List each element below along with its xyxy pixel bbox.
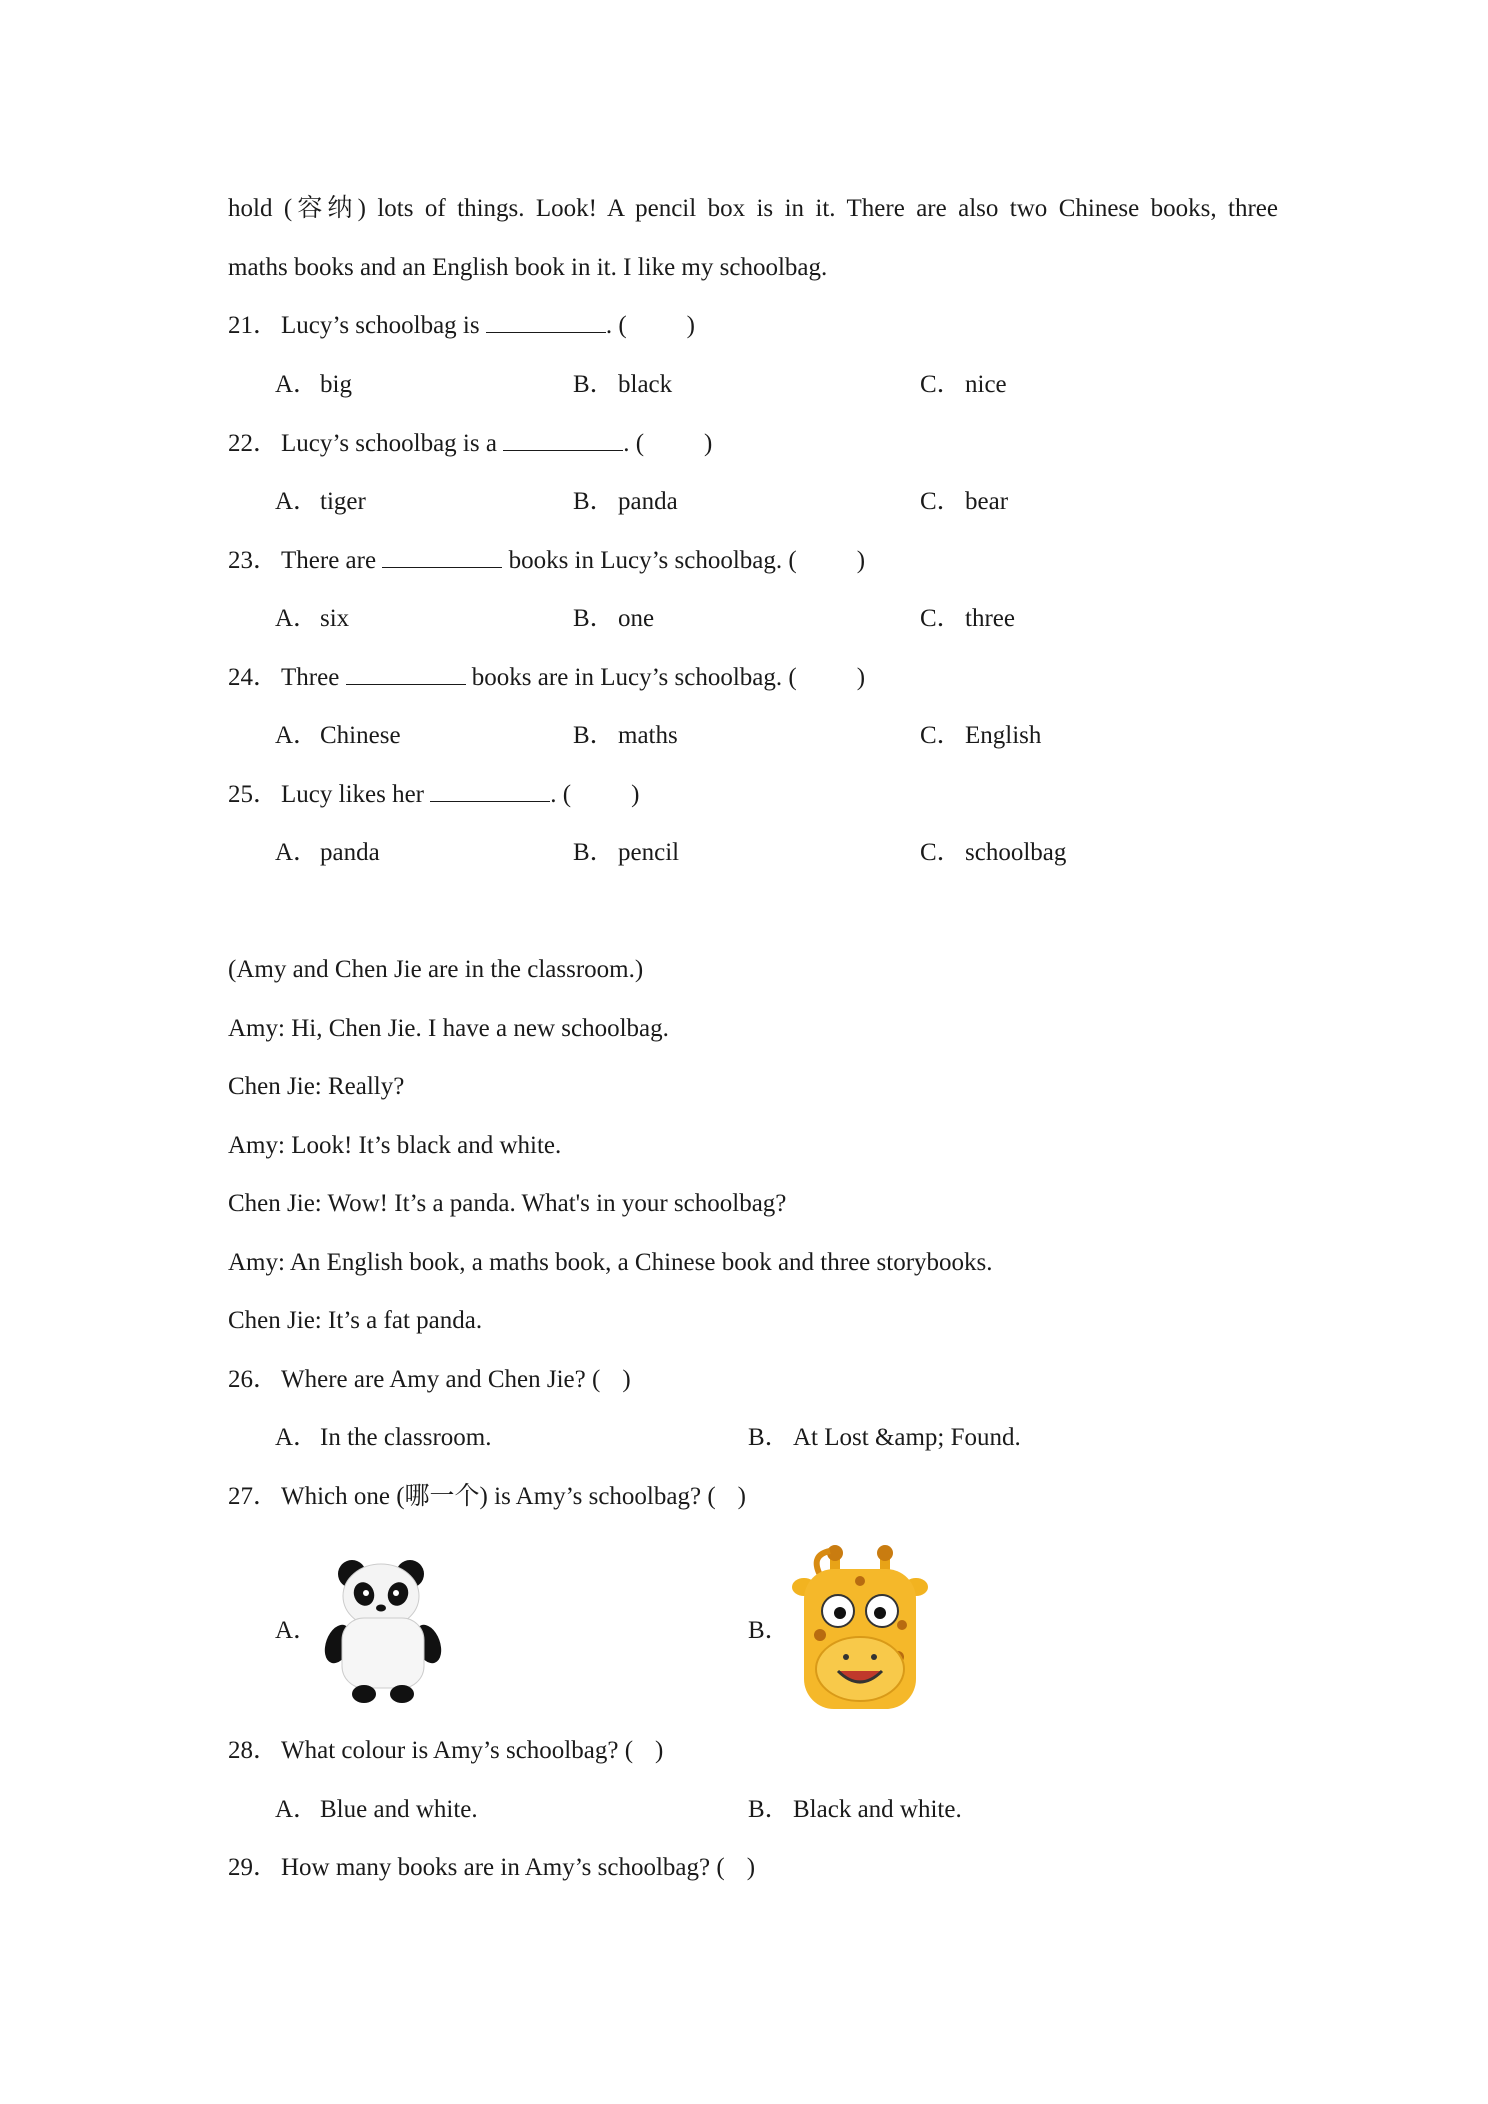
answer-blank[interactable] [503, 428, 623, 451]
option-25-a[interactable]: A．panda [275, 839, 380, 866]
option-23-b[interactable]: B． one [573, 605, 655, 632]
dialogue-line-4: Amy: Look! It’s black and white. [228, 1132, 562, 1159]
dialogue-line-1: (Amy and Chen Jie are in the classroom.) [228, 956, 644, 983]
answer-blank[interactable] [382, 545, 502, 568]
option-24-b[interactable]: B． maths [573, 722, 678, 749]
option-24-c[interactable]: C． English [920, 722, 1042, 749]
question-29: 29． How many books are in Amy’s schoolbag? ( ) [228, 1854, 756, 1881]
option-26-b[interactable]: B． At Lost &amp; Found. [748, 1424, 1021, 1451]
option-21-b[interactable]: B． black [573, 371, 673, 398]
passage-line-1: hold (容纳) lots of things. Look! A pencil box is in it. There are also two Chinese books, three [228, 195, 1278, 222]
dialogue-line-5: Chen Jie: Wow! It’s a panda. What's in your schoolbag? [228, 1190, 787, 1217]
option-23-c[interactable]: C． three [920, 605, 1015, 632]
option-21-c[interactable]: C． nice [920, 371, 1007, 398]
giraffe-schoolbag-image[interactable] [790, 1545, 930, 1715]
option-28-b[interactable]: B． Black and white. [748, 1796, 962, 1823]
option-27-a-label[interactable]: A． [275, 1617, 319, 1644]
option-24-a[interactable]: A．Chinese [275, 722, 401, 749]
question-21: 21． Lucy’s schoolbag is . ( ) [228, 312, 695, 339]
option-25-c[interactable]: C． schoolbag [920, 839, 1067, 866]
option-21-a[interactable]: A．big [275, 371, 352, 398]
dialogue-line-3: Chen Jie: Really? [228, 1073, 405, 1100]
question-27: 27． Which one (哪一个) is Amy’s schoolbag? ( ) [228, 1483, 746, 1510]
question-23: 23． There are books in Lucy’s schoolbag. ( ) [228, 547, 866, 574]
dialogue-line-7: Chen Jie: It’s a fat panda. [228, 1307, 483, 1334]
question-25: 25． Lucy likes her . ( ) [228, 781, 640, 808]
option-22-a[interactable]: A．tiger [275, 488, 366, 515]
answer-blank[interactable] [346, 662, 466, 685]
panda-schoolbag-image[interactable] [318, 1556, 458, 1706]
option-22-c[interactable]: C． bear [920, 488, 1009, 515]
answer-blank[interactable] [486, 310, 606, 333]
question-22: 22． Lucy’s schoolbag is a . ( ) [228, 430, 713, 457]
dialogue-line-2: Amy: Hi, Chen Jie. I have a new schoolbag. [228, 1015, 669, 1042]
option-22-b[interactable]: B． panda [573, 488, 678, 515]
passage-line-2: maths books and an English book in it. I like my schoolbag. [228, 254, 828, 281]
dialogue-line-6: Amy: An English book, a maths book, a Chinese book and three storybooks. [228, 1249, 993, 1276]
option-23-a[interactable]: A．six [275, 605, 350, 632]
option-28-a[interactable]: A．Blue and white. [275, 1796, 478, 1823]
answer-blank[interactable] [430, 779, 550, 802]
giraffe-schoolbag-icon [790, 1545, 930, 1715]
question-28: 28． What colour is Amy’s schoolbag? ( ) [228, 1737, 664, 1764]
option-26-a[interactable]: A．In the classroom. [275, 1424, 492, 1451]
option-27-b-label[interactable]: B． [748, 1617, 790, 1644]
option-25-b[interactable]: B． pencil [573, 839, 680, 866]
panda-schoolbag-icon [318, 1556, 458, 1706]
question-26: 26． Where are Amy and Chen Jie? ( ) [228, 1366, 631, 1393]
question-24: 24． Three books are in Lucy’s schoolbag. ( ) [228, 664, 866, 691]
